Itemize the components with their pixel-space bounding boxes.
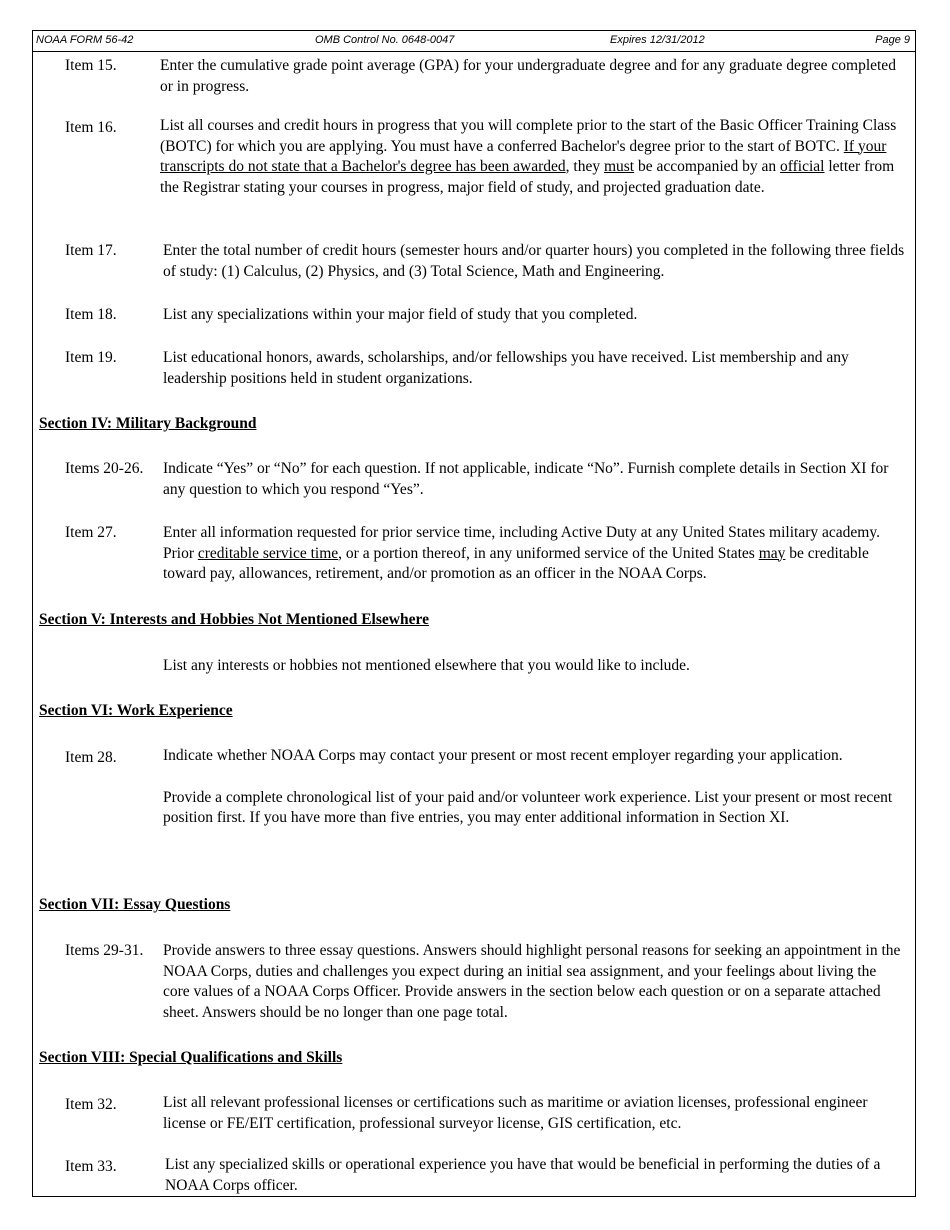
item-28-paragraph-2: Provide a complete chronological list of your paid and/or volunteer work experience. List your present or most recent position first. If you have more than five entries, you may enter additional information in Section XI. [163, 788, 893, 826]
item-28-paragraph-1: Indicate whether NOAA Corps may contact your present or most recent employer regarding your application. [163, 747, 843, 764]
section-vi-heading: Section VI: Work Experience [39, 702, 233, 719]
item-33-paragraph: List any specialized skills or operational experience you have that would be beneficial in performing the duties of a NOAA Corps officer. [165, 1156, 881, 1194]
item-33-text [165, 1155, 905, 1196]
item-18-paragraph: List any specializations within your major field of study that you completed. [163, 306, 638, 323]
section-viii-heading: Section VIII: Special Qualifications and Skills [39, 1049, 343, 1066]
item-16-part-4: letter from the Registrar stating your courses in progress, major field of study, and projected graduation date. [160, 158, 895, 196]
item-27-underline-may: may [758, 544, 786, 562]
items-29-31-label: Items 29-31. [65, 942, 144, 959]
omb-control-number: OMB Control No. 0648-0047 [315, 34, 455, 46]
item-32-label: Item 32. [65, 1096, 117, 1113]
form-header [32, 30, 916, 52]
page-number: Page 9 [875, 34, 910, 46]
form-number: NOAA FORM 56-42 [36, 34, 134, 46]
item-15-text [160, 56, 905, 97]
item-18-label: Item 18. [65, 306, 117, 323]
items-29-31-text [163, 941, 905, 1023]
item-15-paragraph: Enter the cumulative grade point average (GPA) for your undergraduate degree and for any graduate degree completed or in progress. [160, 57, 896, 95]
item-16-label: Item 16. [65, 119, 117, 136]
items-20-26-label: Items 20-26. [65, 460, 144, 477]
item-16-underline-transcripts: If your transcripts do not state that a Bachelor's degree has been awarded [160, 137, 887, 175]
item-32-paragraph: List all relevant professional licenses or certifications such as maritime or aviation licenses, professional engineer license or FE/EIT certification, professional surveyor license, GIS certification, etc. [163, 1094, 868, 1132]
item-32-text [163, 1093, 905, 1134]
item-16-paragraph [160, 116, 905, 198]
items-20-26-paragraph: Indicate “Yes” or “No” for each question. If not applicable, indicate “No”. Furnish complete details in Section XI for any question to which you respond “Yes”. [163, 460, 889, 498]
item-16-part-2: , they [565, 158, 604, 175]
item-27-part-3: be creditable toward pay, allowances, retirement, and/or promotion as an officer in the NOAA Corps. [163, 544, 869, 582]
section-v-text [163, 656, 905, 677]
item-27-paragraph [163, 523, 905, 585]
item-16-part-3: be accompanied by an [634, 158, 781, 175]
item-19-label: Item 19. [65, 349, 117, 366]
item-28-label: Item 28. [65, 749, 117, 766]
section-vii-heading: Section VII: Essay Questions [39, 896, 231, 913]
item-19-paragraph: List educational honors, awards, scholarships, and/or fellowships you have received. List membership and any leadership positions held in student organizations. [163, 349, 849, 387]
item-16-part-1: List all courses and credit hours in progress that you will complete prior to the start of the Basic Officer Training Class (BOTC) for which you are applying. You must have a conferred Bachelor's degree prior to the start of BOTC. [160, 117, 897, 155]
item-33-label: Item 33. [65, 1158, 117, 1175]
item-16-underline-must: must [603, 158, 635, 175]
item-18-text [163, 305, 905, 326]
item-15-label: Item 15. [65, 57, 117, 74]
items-20-26-text [163, 459, 905, 500]
item-27-text [163, 523, 905, 585]
item-16-text [160, 116, 905, 198]
item-16-underline-official: official [780, 158, 825, 175]
section-v-heading: Section V: Interests and Hobbies Not Mentioned Elsewhere [39, 611, 429, 628]
item-19-text [163, 348, 905, 389]
items-29-31-paragraph: Provide answers to three essay questions. Answers should highlight personal reasons for seeking an appointment in the NOAA Corps, duties and challenges you expect during an initial sea assignment, and your feelings about living the core values of a NOAA Corps Officer. Provide answers in the section below each question or on a separate attached sheet. Answers should be no longer than one page total. [163, 942, 901, 1021]
item-27-underline-creditable: creditable service time [197, 544, 339, 562]
item-28-text [163, 746, 905, 829]
section-v-paragraph: List any interests or hobbies not mentioned elsewhere that you would like to include. [163, 657, 690, 674]
item-17-label: Item 17. [65, 242, 117, 259]
item-17-text [163, 241, 905, 282]
item-27-part-1: Enter all information requested for prior service time, including Active Duty at any United States military academy. Prior [163, 524, 880, 562]
item-27-label: Item 27. [65, 524, 117, 541]
section-iv-heading: Section IV: Military Background [39, 415, 257, 432]
item-27-part-2: , or a portion thereof, in any uniformed service of the United States [338, 544, 759, 562]
expiration-date: Expires 12/31/2012 [610, 34, 705, 46]
item-17-paragraph: Enter the total number of credit hours (semester hours and/or quarter hours) you completed in the following three fields of study: (1) Calculus, (2) Physics, and (3) Total Science, Math and Engineering. [163, 242, 905, 280]
